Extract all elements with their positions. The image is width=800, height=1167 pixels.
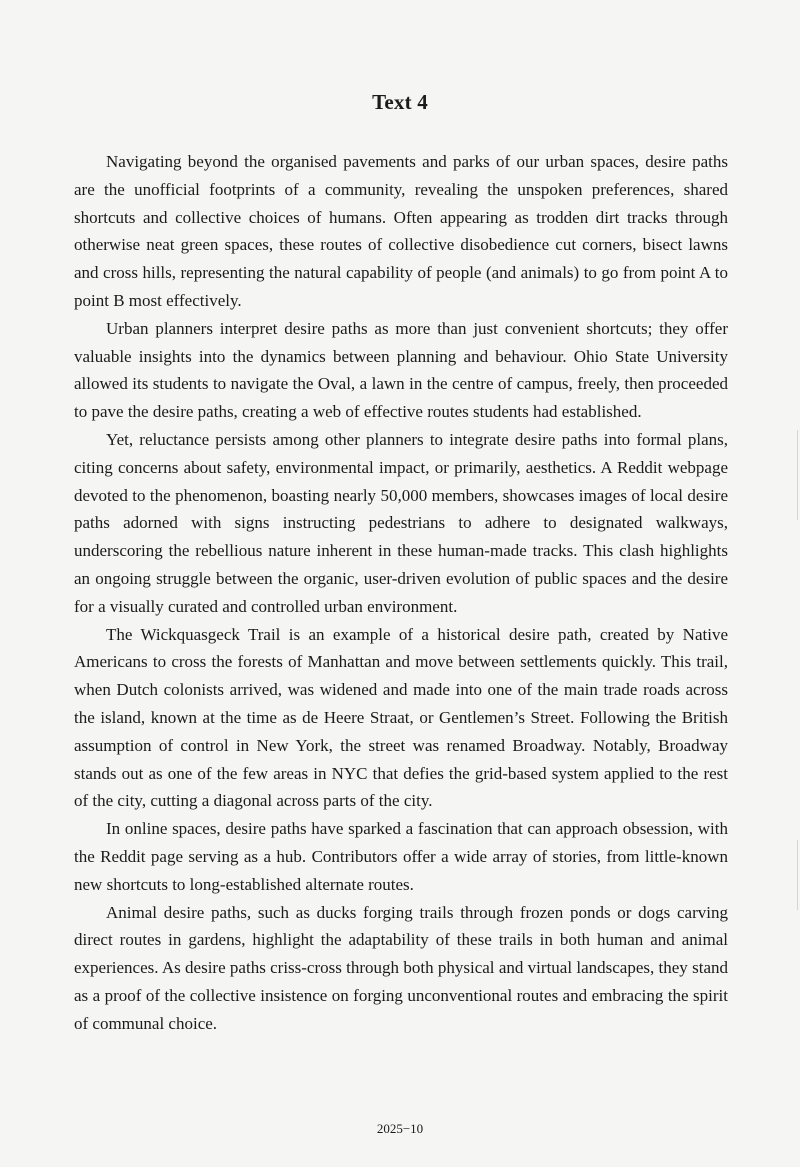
paragraph-3: Yet, reluctance persists among other planners to integrate desire paths into formal plans, citing concerns about safety, environmental impact, or primarily, aesthetics. A Reddit webpage devoted to the phenomenon, boasting nearly 50,000 members, showcases images of local desire paths adorned with signs instructing pedestrians to adhere to designated walkways, underscoring the rebellious nature inherent in these human-made tracks. This clash highlights an ongoing struggle between the organic, user-driven evolution of public spaces and the desire for a visually curated and controlled urban environment. <box>74 429 728 616</box>
scan-edge-mark <box>797 430 798 520</box>
scan-edge-mark <box>797 840 798 910</box>
page-footer: 2025−10 <box>376 1121 424 1136</box>
paragraph-5: In online spaces, desire paths have sparked a fascination that can approach obsession, with the Reddit page serving as a hub. Contributors offer a wide array of stories, from little-known new shortcuts to long-established alternate routes. <box>74 819 728 894</box>
article-body <box>74 148 728 1038</box>
paragraph-4: The Wickquasgeck Trail is an example of a historical desire path, created by Native Americans to cross the forests of Manhattan and move between settlements quickly. This trail, when Dutch colonists arrived, was widened and made into one of the main trade roads across the island, known at the time as de Heere Straat, or Gentlemen’s Street. Following the British assumption of control in New York, the street was renamed Broadway. Notably, Broadway stands out as one of the few areas in NYC that defies the grid-based system applied to the rest of the city, cutting a diagonal across parts of the city. <box>74 624 728 811</box>
paragraph-6: Animal desire paths, such as ducks forging trails through frozen ponds or dogs carving direct routes in gardens, highlight the adaptability of these trails in both human and animal experiences. As desire paths criss-cross through both physical and virtual landscapes, they stand as a proof of the collective insistence on forging unconventional routes and embracing the spirit of communal choice. <box>74 902 728 1033</box>
page-title: Text 4 <box>372 90 428 114</box>
paragraph-2: Urban planners interpret desire paths as more than just convenient shortcuts; they offer valuable insights into the dynamics between planning and behaviour. Ohio State University allowed its students to navigate the Oval, a lawn in the centre of campus, freely, then proceeded to pave the desire paths, creating a web of effective routes students had established. <box>74 318 728 422</box>
paragraph-1: Navigating beyond the organised pavements and parks of our urban spaces, desire paths are the unofficial footprints of a community, revealing the unspoken preferences, shared shortcuts and collective choices of humans. Often appearing as trodden dirt tracks through otherwise neat green spaces, these routes of collective disobedience cut corners, bisect lawns and cross hills, representing the natural capability of people (and animals) to go from point A to point B most effectively. <box>74 152 728 310</box>
